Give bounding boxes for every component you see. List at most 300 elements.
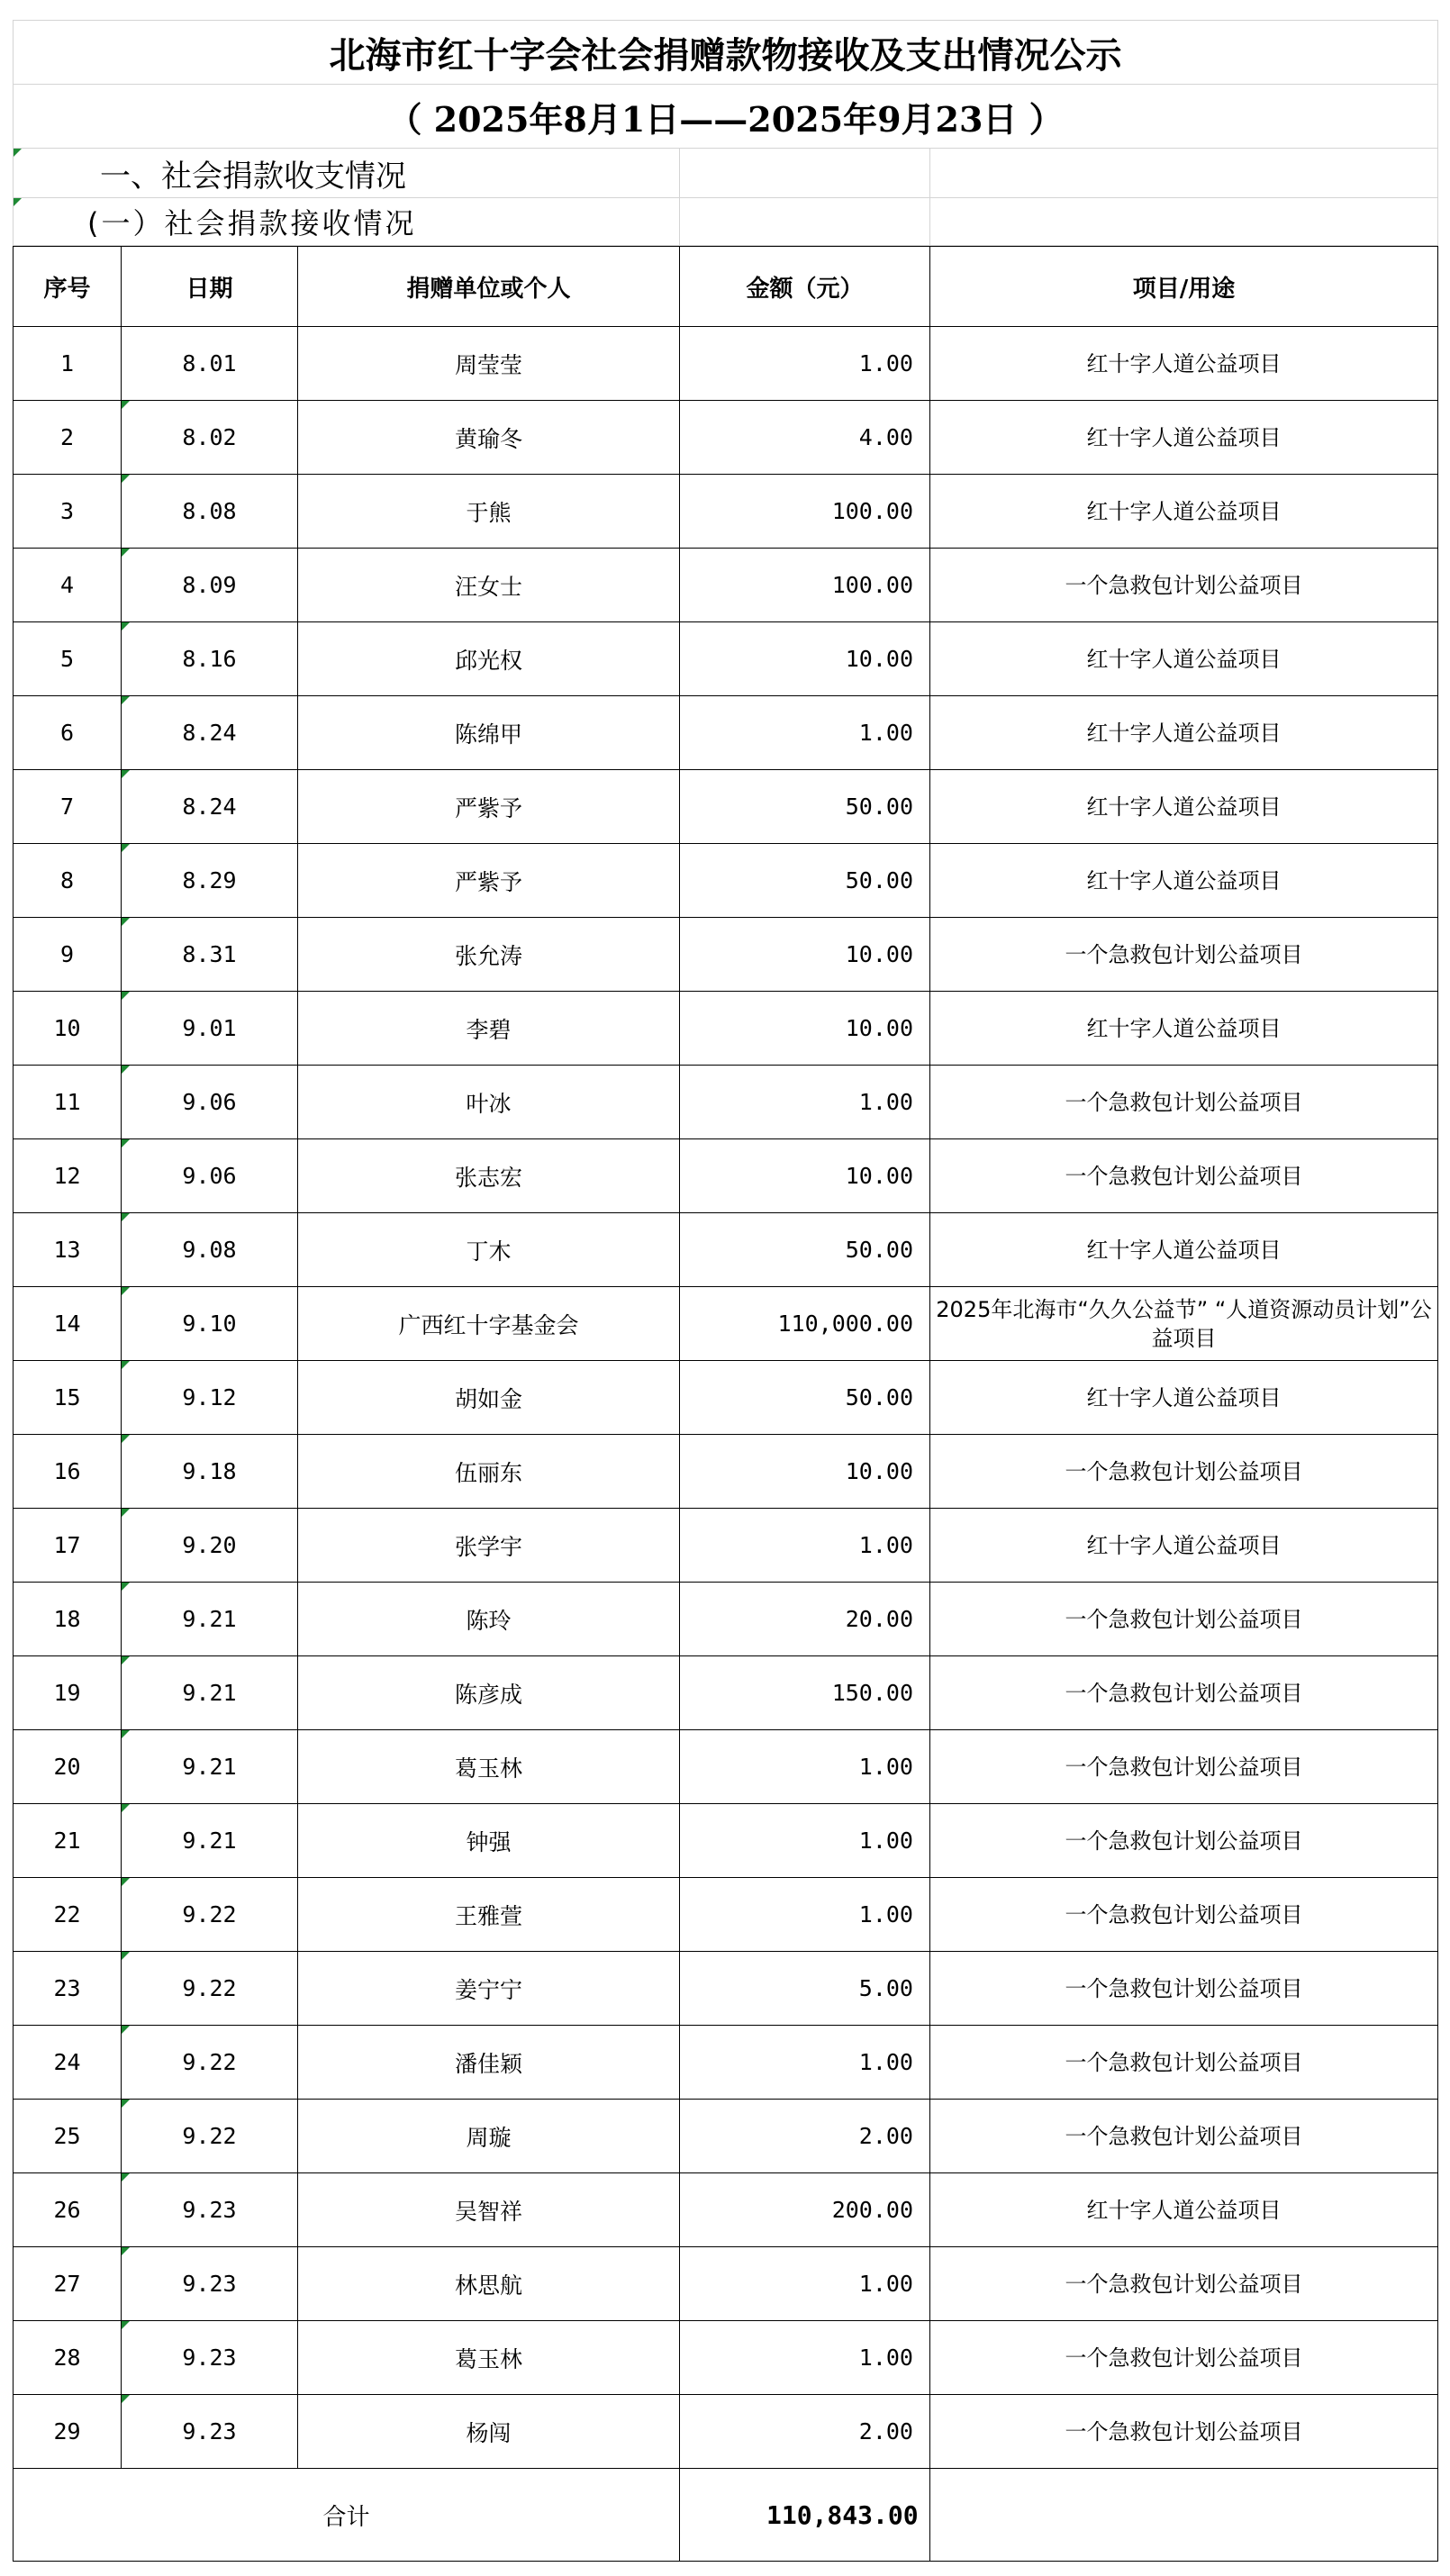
- cell-date[interactable]: [122, 1287, 298, 1361]
- column-header-row: [14, 247, 1438, 327]
- table-row: [14, 1213, 1438, 1287]
- cell-index-text: 29: [53, 2418, 81, 2444]
- cell-donor-text: 邱光权: [454, 647, 522, 674]
- cell-purpose[interactable]: [930, 1952, 1438, 2026]
- cell-amount[interactable]: [680, 1730, 930, 1804]
- cell-purpose[interactable]: [930, 918, 1438, 992]
- cell-donor-text: 伍丽东: [454, 1459, 522, 1486]
- cell-marker: [122, 2395, 130, 2403]
- subsection-heading[interactable]: [14, 198, 680, 246]
- cell-marker: [122, 622, 130, 630]
- cell-donor-text: 王雅萱: [454, 1902, 522, 1929]
- cell-index[interactable]: [14, 2321, 122, 2395]
- cell-marker: [122, 475, 130, 483]
- cell-purpose[interactable]: [930, 1213, 1438, 1287]
- cell-donor-text: 汪女士: [454, 573, 522, 600]
- cell-date[interactable]: [122, 696, 298, 770]
- table-row: [14, 696, 1438, 770]
- cell-purpose[interactable]: [930, 2321, 1438, 2395]
- period-subtitle[interactable]: （ 2025年8月1日——2025年9月23日 ）: [14, 85, 1438, 149]
- cell-purpose-text: 一个急救包计划公益项目: [1065, 2123, 1303, 2149]
- cell-purpose-text: 红十字人道公益项目: [1086, 424, 1282, 450]
- cell-purpose-text: 一个急救包计划公益项目: [1065, 2345, 1303, 2371]
- cell-index-text: 21: [53, 1828, 81, 1854]
- cell-donor[interactable]: [298, 1952, 680, 2026]
- total-label[interactable]: 合计: [14, 2469, 680, 2562]
- cell-index-text: 20: [53, 1754, 81, 1780]
- empty-cell[interactable]: [930, 149, 1438, 198]
- empty-cell[interactable]: [680, 149, 930, 198]
- cell-amount[interactable]: [680, 1213, 930, 1287]
- cell-amount-text: 150.00: [831, 1680, 913, 1706]
- cell-amount[interactable]: [680, 1878, 930, 1952]
- cell-marker: [122, 2247, 130, 2255]
- cell-donor[interactable]: [298, 327, 680, 401]
- cell-index[interactable]: [14, 1583, 122, 1656]
- donation-table: [13, 246, 1438, 2562]
- cell-date[interactable]: [122, 2026, 298, 2100]
- cell-index[interactable]: [14, 2395, 122, 2469]
- cell-purpose[interactable]: [930, 1435, 1438, 1509]
- cell-amount[interactable]: [680, 696, 930, 770]
- cell-index[interactable]: [14, 1139, 122, 1213]
- cell-amount-text: 1.00: [858, 1532, 913, 1558]
- cell-date[interactable]: [122, 1804, 298, 1878]
- cell-date-text: 8.09: [182, 572, 237, 598]
- cell-marker: [122, 1361, 130, 1369]
- cell-donor[interactable]: [298, 401, 680, 475]
- cell-marker: [122, 1213, 130, 1221]
- cell-donor[interactable]: [298, 1878, 680, 1952]
- cell-amount[interactable]: [680, 475, 930, 549]
- cell-index[interactable]: [14, 844, 122, 918]
- cell-index-text: 11: [53, 1089, 81, 1115]
- cell-donor[interactable]: [298, 1213, 680, 1287]
- cell-amount-text: 1.00: [858, 1089, 913, 1115]
- table-row: [14, 401, 1438, 475]
- cell-purpose[interactable]: [930, 401, 1438, 475]
- cell-amount[interactable]: [680, 1656, 930, 1730]
- cell-purpose[interactable]: [930, 1583, 1438, 1656]
- cell-donor[interactable]: [298, 2026, 680, 2100]
- cell-amount-text: 1.00: [858, 2049, 913, 2075]
- cell-index[interactable]: [14, 1878, 122, 1952]
- cell-marker: [122, 1656, 130, 1664]
- table-row: [14, 2321, 1438, 2395]
- cell-amount[interactable]: [680, 1066, 930, 1139]
- cell-donor-text: 杨闯: [466, 2419, 512, 2446]
- cell-index[interactable]: [14, 2100, 122, 2173]
- cell-donor[interactable]: [298, 1139, 680, 1213]
- cell-index-text: 25: [53, 2123, 81, 2149]
- table-row: [14, 1066, 1438, 1139]
- cell-index[interactable]: [14, 1213, 122, 1287]
- cell-index[interactable]: [14, 327, 122, 401]
- cell-purpose[interactable]: [930, 2026, 1438, 2100]
- cell-amount-text: 100.00: [831, 572, 913, 598]
- column-header-date[interactable]: 日期: [122, 247, 298, 327]
- cell-date-text: 8.29: [182, 867, 237, 893]
- cell-donor-text: 吴智祥: [454, 2198, 522, 2225]
- empty-cell[interactable]: [930, 2469, 1438, 2562]
- cell-index[interactable]: [14, 770, 122, 844]
- cell-date-text: 9.23: [182, 2345, 237, 2371]
- total-amount[interactable]: 110,843.00: [680, 2469, 930, 2562]
- cell-purpose-text: 一个急救包计划公益项目: [1065, 2271, 1303, 2297]
- cell-amount[interactable]: [680, 2026, 930, 2100]
- cell-amount-text: 4.00: [858, 424, 913, 450]
- table-row: [14, 2100, 1438, 2173]
- subsection-heading-text: (一）社会捐款接收情况: [87, 206, 417, 240]
- cell-amount-text: 2.00: [858, 2418, 913, 2444]
- cell-amount-text: 20.00: [845, 1606, 913, 1632]
- cell-index[interactable]: [14, 1435, 122, 1509]
- cell-index[interactable]: [14, 1287, 122, 1361]
- cell-purpose[interactable]: [930, 1139, 1438, 1213]
- cell-marker: [122, 1952, 130, 1960]
- cell-purpose-text: 一个急救包计划公益项目: [1065, 1828, 1303, 1854]
- cell-date[interactable]: [122, 1066, 298, 1139]
- cell-amount-text: 110,000.00: [777, 1311, 913, 1337]
- cell-amount-text: 10.00: [845, 941, 913, 967]
- cell-amount-text: 10.00: [845, 1015, 913, 1041]
- cell-amount-text: 1.00: [858, 1901, 913, 1927]
- cell-donor-text: 张学宇: [454, 1533, 522, 1560]
- cell-marker: [122, 549, 130, 557]
- cell-marker: [122, 844, 130, 852]
- cell-index[interactable]: [14, 696, 122, 770]
- cell-purpose-text: 一个急救包计划公益项目: [1065, 1754, 1303, 1780]
- cell-purpose[interactable]: [930, 2173, 1438, 2247]
- cell-date-text: 9.22: [182, 2123, 237, 2149]
- cell-marker: [122, 770, 130, 778]
- cell-date-text: 9.06: [182, 1089, 237, 1115]
- cell-date[interactable]: [122, 770, 298, 844]
- cell-index[interactable]: [14, 2026, 122, 2100]
- cell-date[interactable]: [122, 992, 298, 1066]
- cell-amount[interactable]: [680, 2100, 930, 2173]
- cell-amount-text: 5.00: [858, 1975, 913, 2001]
- cell-index[interactable]: [14, 1509, 122, 1583]
- cell-date[interactable]: [122, 401, 298, 475]
- cell-purpose[interactable]: [930, 475, 1438, 549]
- cell-donor[interactable]: [298, 1509, 680, 1583]
- cell-purpose-text: 红十字人道公益项目: [1086, 1532, 1282, 1558]
- cell-donor[interactable]: [298, 1435, 680, 1509]
- cell-donor[interactable]: [298, 549, 680, 622]
- cell-index-text: 23: [53, 1975, 81, 2001]
- cell-index[interactable]: [14, 1361, 122, 1435]
- cell-date[interactable]: [122, 1583, 298, 1656]
- cell-donor[interactable]: [298, 770, 680, 844]
- cell-purpose[interactable]: [930, 2100, 1438, 2173]
- cell-index-text: 27: [53, 2271, 81, 2297]
- cell-marker: [122, 1804, 130, 1812]
- cell-date[interactable]: [122, 2173, 298, 2247]
- cell-amount[interactable]: [680, 1583, 930, 1656]
- cell-amount-text: 2.00: [858, 2123, 913, 2149]
- cell-date-text: 9.22: [182, 1975, 237, 2001]
- column-header-donor[interactable]: 捐赠单位或个人: [298, 247, 680, 327]
- cell-index[interactable]: [14, 1656, 122, 1730]
- cell-date[interactable]: [122, 918, 298, 992]
- cell-date[interactable]: [122, 1656, 298, 1730]
- cell-amount[interactable]: [680, 2321, 930, 2395]
- cell-donor[interactable]: [298, 2321, 680, 2395]
- cell-purpose-text: 一个急救包计划公益项目: [1065, 2418, 1303, 2444]
- cell-amount[interactable]: [680, 2395, 930, 2469]
- cell-date-text: 8.02: [182, 424, 237, 450]
- cell-amount[interactable]: [680, 1287, 930, 1361]
- cell-purpose[interactable]: [930, 1730, 1438, 1804]
- cell-date-text: 9.21: [182, 1828, 237, 1854]
- cell-date[interactable]: [122, 1952, 298, 2026]
- cell-amount[interactable]: [680, 1509, 930, 1583]
- cell-donor-text: 李碧: [466, 1016, 512, 1043]
- cell-donor[interactable]: [298, 918, 680, 992]
- column-header-index[interactable]: 序号: [14, 247, 122, 327]
- cell-marker: [122, 2321, 130, 2329]
- cell-amount-text: 10.00: [845, 1458, 913, 1484]
- cell-donor-text: 叶冰: [466, 1090, 512, 1117]
- cell-purpose-text: 红十字人道公益项目: [1086, 1384, 1282, 1410]
- cell-date-text: 8.08: [182, 498, 237, 524]
- cell-marker: [122, 918, 130, 926]
- cell-marker: [122, 1066, 130, 1074]
- cell-amount-text: 1.00: [858, 720, 913, 746]
- cell-marker: [122, 2173, 130, 2181]
- cell-marker: [14, 149, 22, 157]
- cell-purpose[interactable]: [930, 1509, 1438, 1583]
- cell-date-text: 9.21: [182, 1606, 237, 1632]
- cell-purpose[interactable]: [930, 770, 1438, 844]
- cell-index[interactable]: [14, 1066, 122, 1139]
- cell-donor[interactable]: [298, 1361, 680, 1435]
- cell-marker: [14, 198, 22, 206]
- table-body: [14, 327, 1438, 2469]
- cell-amount-text: 10.00: [845, 646, 913, 672]
- cell-date[interactable]: [122, 327, 298, 401]
- cell-date-text: 9.23: [182, 2418, 237, 2444]
- cell-index[interactable]: [14, 549, 122, 622]
- cell-donor-text: 张允涛: [454, 942, 522, 969]
- cell-purpose-text: 一个急救包计划公益项目: [1065, 572, 1303, 598]
- cell-amount[interactable]: [680, 1139, 930, 1213]
- cell-amount[interactable]: [680, 401, 930, 475]
- cell-index[interactable]: [14, 918, 122, 992]
- cell-index[interactable]: [14, 1952, 122, 2026]
- cell-index-text: 13: [53, 1237, 81, 1263]
- cell-index-text: 15: [53, 1384, 81, 1410]
- section-heading[interactable]: [14, 149, 680, 198]
- cell-amount[interactable]: [680, 327, 930, 401]
- cell-index-text: 3: [59, 498, 75, 524]
- cell-amount[interactable]: [680, 1435, 930, 1509]
- empty-cell[interactable]: [680, 198, 930, 246]
- cell-purpose[interactable]: [930, 1878, 1438, 1952]
- cell-amount[interactable]: [680, 770, 930, 844]
- cell-donor[interactable]: [298, 1066, 680, 1139]
- cell-donor-text: 周璇: [466, 2124, 512, 2151]
- table-row: [14, 549, 1438, 622]
- cell-date-text: 8.24: [182, 794, 237, 820]
- cell-donor[interactable]: [298, 1287, 680, 1361]
- cell-date-text: 9.01: [182, 1015, 237, 1041]
- cell-index-text: 28: [53, 2345, 81, 2371]
- cell-date[interactable]: [122, 1361, 298, 1435]
- cell-date-text: 9.06: [182, 1163, 237, 1189]
- cell-purpose[interactable]: [930, 1656, 1438, 1730]
- cell-donor[interactable]: [298, 844, 680, 918]
- cell-purpose[interactable]: [930, 622, 1438, 696]
- cell-donor[interactable]: [298, 622, 680, 696]
- cell-amount[interactable]: [680, 844, 930, 918]
- cell-donor-text: 陈玲: [466, 1607, 512, 1634]
- table-row: [14, 992, 1438, 1066]
- column-header-amount[interactable]: 金额（元）: [680, 247, 930, 327]
- cell-index-text: 22: [53, 1901, 81, 1927]
- cell-purpose[interactable]: [930, 1066, 1438, 1139]
- cell-donor-text: 严紫予: [454, 794, 522, 821]
- table-row: [14, 1878, 1438, 1952]
- table-row: [14, 327, 1438, 401]
- cell-marker: [122, 2100, 130, 2108]
- cell-purpose-text: 红十字人道公益项目: [1086, 720, 1282, 746]
- cell-date[interactable]: [122, 2100, 298, 2173]
- cell-donor-text: 黄瑜冬: [454, 425, 522, 452]
- cell-amount[interactable]: [680, 992, 930, 1066]
- cell-donor-text: 陈绵甲: [454, 721, 522, 748]
- cell-date[interactable]: [122, 1730, 298, 1804]
- cell-index[interactable]: [14, 1804, 122, 1878]
- table-row: [14, 1804, 1438, 1878]
- cell-amount[interactable]: [680, 622, 930, 696]
- cell-donor-text: 林思航: [454, 2272, 522, 2299]
- cell-index[interactable]: [14, 2247, 122, 2321]
- table-row: [14, 1287, 1438, 1361]
- cell-donor[interactable]: [298, 1583, 680, 1656]
- cell-date[interactable]: [122, 2321, 298, 2395]
- cell-index-text: 24: [53, 2049, 81, 2075]
- cell-purpose-text: 一个急救包计划公益项目: [1065, 1606, 1303, 1632]
- cell-date-text: 9.21: [182, 1680, 237, 1706]
- cell-purpose[interactable]: [930, 2395, 1438, 2469]
- cell-date-text: 8.31: [182, 941, 237, 967]
- document-title[interactable]: 北海市红十字会社会捐赠款物接收及支出情况公示: [14, 21, 1438, 85]
- cell-amount[interactable]: [680, 918, 930, 992]
- cell-date-text: 9.12: [182, 1384, 237, 1410]
- cell-date[interactable]: [122, 549, 298, 622]
- cell-date-text: 8.01: [182, 350, 237, 376]
- cell-marker: [122, 1583, 130, 1591]
- cell-purpose[interactable]: [930, 2247, 1438, 2321]
- cell-date-text: 8.16: [182, 646, 237, 672]
- cell-donor[interactable]: [298, 1656, 680, 1730]
- cell-purpose-text: 红十字人道公益项目: [1086, 350, 1282, 376]
- table-row: [14, 918, 1438, 992]
- cell-donor-text: 张志宏: [454, 1164, 522, 1191]
- cell-date[interactable]: [122, 1139, 298, 1213]
- cell-amount[interactable]: [680, 1804, 930, 1878]
- cell-purpose[interactable]: [930, 696, 1438, 770]
- cell-date[interactable]: [122, 1435, 298, 1509]
- table-row: [14, 1361, 1438, 1435]
- cell-index[interactable]: [14, 401, 122, 475]
- cell-donor[interactable]: [298, 1804, 680, 1878]
- cell-amount[interactable]: [680, 2247, 930, 2321]
- cell-donor[interactable]: [298, 992, 680, 1066]
- cell-donor[interactable]: [298, 1730, 680, 1804]
- cell-date[interactable]: [122, 475, 298, 549]
- cell-date[interactable]: [122, 1509, 298, 1583]
- cell-index[interactable]: [14, 622, 122, 696]
- cell-amount[interactable]: [680, 549, 930, 622]
- cell-amount[interactable]: [680, 2173, 930, 2247]
- cell-index[interactable]: [14, 2173, 122, 2247]
- cell-date[interactable]: [122, 844, 298, 918]
- cell-donor-text: 周莹莹: [454, 351, 522, 378]
- cell-purpose-text: 一个急救包计划公益项目: [1065, 1901, 1303, 1927]
- cell-index[interactable]: [14, 992, 122, 1066]
- cell-purpose[interactable]: [930, 844, 1438, 918]
- cell-date[interactable]: [122, 622, 298, 696]
- cell-date[interactable]: [122, 1213, 298, 1287]
- cell-donor[interactable]: [298, 2173, 680, 2247]
- cell-purpose[interactable]: [930, 1361, 1438, 1435]
- cell-date[interactable]: [122, 2247, 298, 2321]
- cell-index[interactable]: [14, 1730, 122, 1804]
- cell-donor-text: 丁木: [466, 1238, 512, 1265]
- cell-purpose[interactable]: [930, 1804, 1438, 1878]
- cell-index[interactable]: [14, 475, 122, 549]
- cell-donor[interactable]: [298, 2247, 680, 2321]
- total-row: [14, 2469, 1438, 2562]
- table-row: [14, 2395, 1438, 2469]
- cell-amount-text: 50.00: [845, 1237, 913, 1263]
- cell-amount-text: 200.00: [831, 2197, 913, 2223]
- cell-amount-text: 1.00: [858, 2345, 913, 2371]
- table-row: [14, 1509, 1438, 1583]
- cell-index-text: 16: [53, 1458, 81, 1484]
- cell-amount[interactable]: [680, 1361, 930, 1435]
- cell-donor-text: 广西红十字基金会: [398, 1311, 579, 1338]
- cell-donor[interactable]: [298, 2395, 680, 2469]
- cell-amount[interactable]: [680, 1952, 930, 2026]
- cell-purpose[interactable]: [930, 1287, 1438, 1361]
- cell-index-text: 5: [59, 646, 75, 672]
- cell-marker: [122, 1139, 130, 1147]
- cell-index-text: 6: [59, 720, 75, 746]
- cell-marker: [122, 1509, 130, 1517]
- cell-date[interactable]: [122, 1878, 298, 1952]
- cell-purpose[interactable]: [930, 549, 1438, 622]
- cell-amount-text: 1.00: [858, 1828, 913, 1854]
- cell-donor[interactable]: [298, 696, 680, 770]
- table-row: [14, 1435, 1438, 1509]
- cell-donor[interactable]: [298, 2100, 680, 2173]
- cell-purpose[interactable]: [930, 992, 1438, 1066]
- empty-cell[interactable]: [930, 198, 1438, 246]
- table-row: [14, 1139, 1438, 1213]
- column-header-purpose[interactable]: 项目/用途: [930, 247, 1438, 327]
- cell-purpose-text: 红十字人道公益项目: [1086, 794, 1282, 820]
- cell-index-text: 19: [53, 1680, 81, 1706]
- cell-date[interactable]: [122, 2395, 298, 2469]
- cell-amount-text: 10.00: [845, 1163, 913, 1189]
- cell-date-text: 9.23: [182, 2197, 237, 2223]
- cell-purpose[interactable]: [930, 327, 1438, 401]
- cell-donor[interactable]: [298, 475, 680, 549]
